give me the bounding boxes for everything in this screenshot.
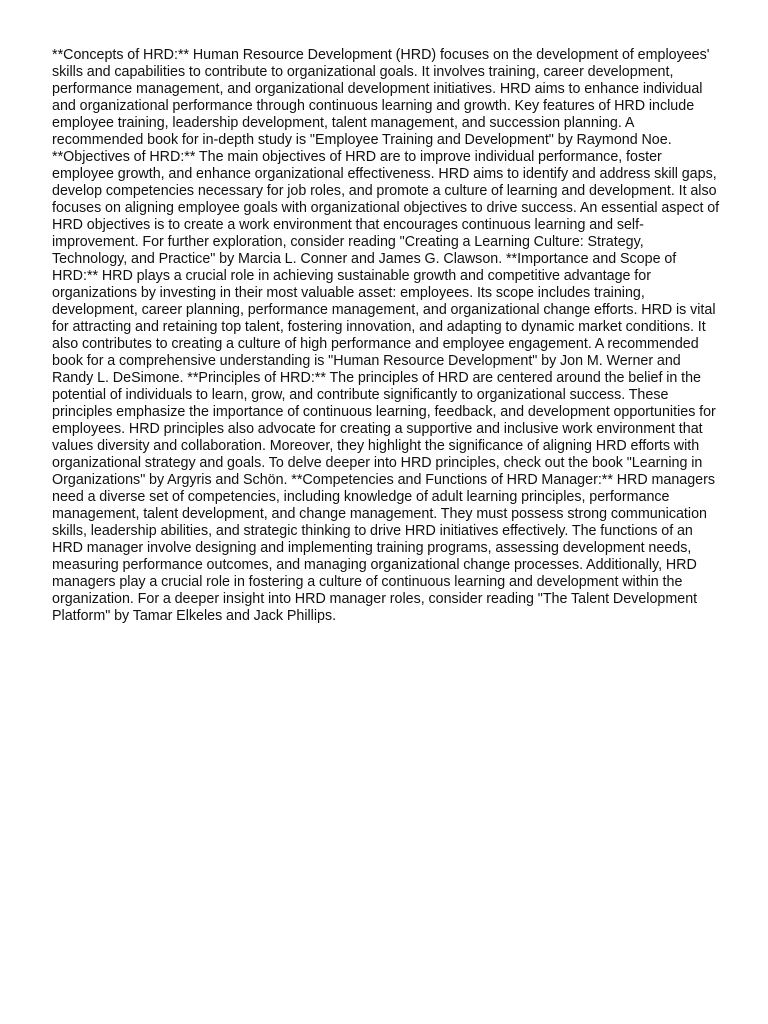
document-body-text: **Concepts of HRD:** Human Resource Development (HRD) focuses on the development of employees' skills and capabilities to contribute to organizational goals. It involves training, career development, performance management, and organizational development initiatives. HRD aims to enhance individual and organizational performance through continuous learning and growth. Key features of HRD include employee training, leadership development, talent management, and succession planning. A recommended book for in-depth study is "Employee Training and Development" by Raymond Noe. **Objectives of HRD:** The main objectives of HRD are to improve individual performance, foster employee growth, and enhance organizational effectiveness. HRD aims to identify and address skill gaps, develop competencies necessary for job roles, and promote a culture of learning and development. It also focuses on aligning employee goals with organizational objectives to drive success. An essential aspect of HRD objectives is to create a work environment that encourages continuous learning and self-improvement. For further exploration, consider reading "Creating a Learning Culture: Strategy, Technology, and Practice" by Marcia L. Conner and James G. Clawson. **Importance and Scope of HRD:** HRD plays a crucial role in achieving sustainable growth and competitive advantage for organizations by investing in their most valuable asset: employees. Its scope includes training, development, career planning, performance management, and organizational change efforts. HRD is vital for attracting and retaining top talent, fostering innovation, and adapting to dynamic market conditions. It also contributes to creating a culture of high performance and employee engagement. A recommended book for a comprehensive understanding is "Human Resource Development" by Jon M. Werner and Randy L. DeSimone. **Principles of HRD:** The principles of HRD are centered around the belief in the potential of individuals to learn, grow, and contribute significantly to organizational success. These principles emphasize the importance of continuous learning, feedback, and development opportunities for employees. HRD principles also advocate for creating a supportive and inclusive work environment that values diversity and collaboration. Moreover, they highlight the significance of aligning HRD efforts with organizational strategy and goals. To delve deeper into HRD principles, check out the book "Learning in Organizations" by Argyris and Schön. **Competencies and Functions of HRD Manager:** HRD managers need a diverse set of competencies, including knowledge of adult learning principles, performance management, talent development, and change management. They must possess strong communication skills, leadership abilities, and strategic thinking to drive HRD initiatives effectively. The functions of an HRD manager involve designing and implementing training programs, assessing development needs, measuring performance outcomes, and managing organizational change processes. Additionally, HRD managers play a crucial role in fostering a culture of continuous learning and development within the organization. For a deeper insight into HRD manager roles, consider reading "The Talent Development Platform" by Tamar Elkeles and Jack Phillips. bbox=[52, 47, 720, 624]
